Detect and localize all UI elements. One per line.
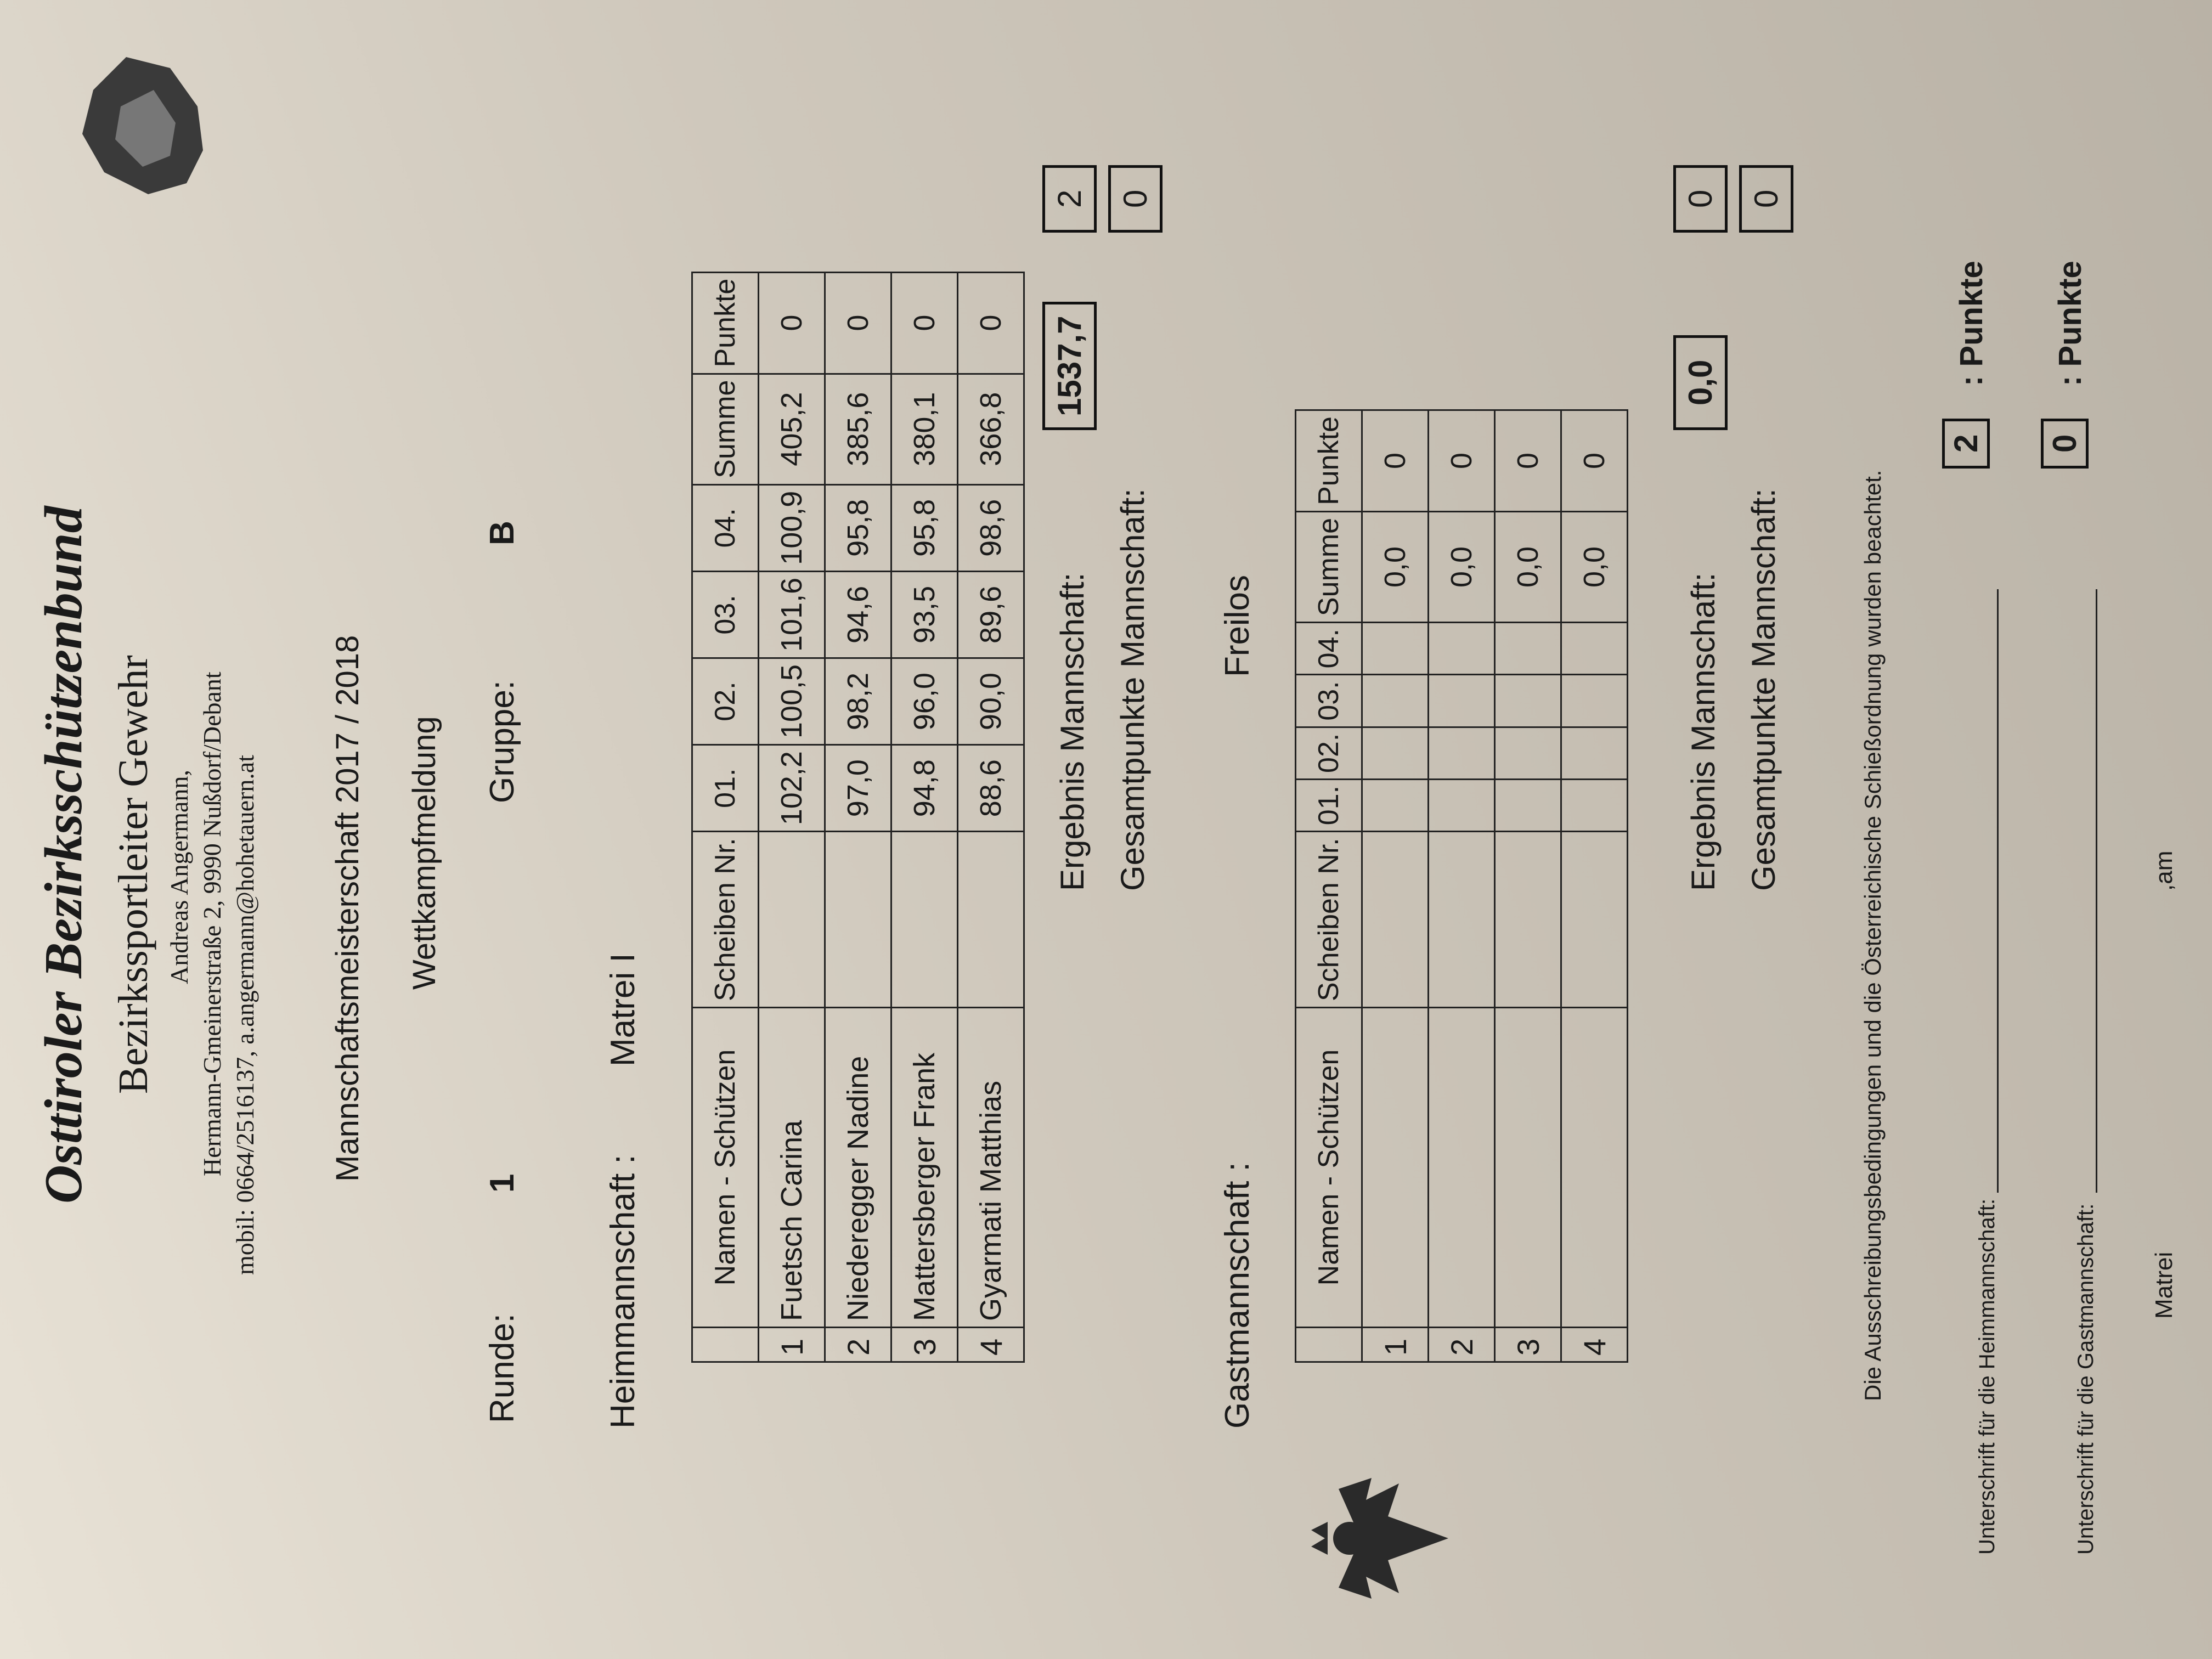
score-1	[1495, 779, 1561, 831]
rules-note: Die Ausschreibungsbedingungen und die Österreichische Schießordnung wurden beachtet.	[1860, 470, 1886, 1401]
round-label: Runde:	[483, 1313, 521, 1423]
table-row	[958, 272, 1024, 1362]
score-3	[1495, 675, 1561, 727]
sign-guest-line[interactable]	[2096, 589, 2097, 1193]
home-result-label: Ergebnis Mannschaft:	[1054, 572, 1091, 891]
date-label: ,am	[2151, 850, 2177, 891]
col-names: Namen - Schützen	[1296, 1008, 1362, 1328]
home-result-points: 2	[1042, 165, 1097, 233]
score-1: 88,6	[958, 745, 1024, 832]
home-total-value: 0	[1108, 165, 1163, 233]
table-row	[1561, 410, 1628, 1362]
row-index: 2	[825, 1328, 891, 1362]
home-header-row	[692, 272, 759, 1362]
score-sum: 380,1	[891, 374, 958, 484]
sign-guest-label: Unterschrift für die Gastmannschaft:	[2074, 1203, 2098, 1555]
disc-number	[1362, 832, 1429, 1008]
guest-total-value: 0	[1739, 165, 1793, 233]
score-points: 0	[1561, 410, 1628, 512]
score-4: 95,8	[891, 484, 958, 571]
score-3: 101,6	[759, 571, 825, 658]
score-1	[1561, 779, 1628, 831]
row-index: 4	[1561, 1328, 1628, 1362]
table-row	[891, 272, 958, 1362]
home-result-value: 1537,7	[1042, 302, 1097, 430]
disc-number	[1561, 832, 1628, 1008]
shooter-name: Mattersberger Frank	[891, 1008, 958, 1328]
table-row	[1429, 410, 1495, 1362]
shooter-name: Fuetsch Carina	[759, 1008, 825, 1328]
guest-score-table	[1295, 409, 1628, 1363]
score-sum: 405,2	[759, 374, 825, 484]
score-points: 0	[891, 272, 958, 374]
guest-result-label: Ergebnis Mannschaft:	[1685, 572, 1722, 891]
sign-home-label: Unterschrift für die Heimmannschaft:	[1975, 1198, 1999, 1555]
score-sum: 0,0	[1495, 511, 1561, 622]
home-team-name: Matrei I	[604, 953, 642, 1066]
score-3	[1362, 675, 1429, 727]
table-row	[1495, 410, 1561, 1362]
table-row	[825, 272, 891, 1362]
score-sum: 0,0	[1561, 511, 1628, 622]
disc-number	[1495, 832, 1561, 1008]
score-2	[1429, 727, 1495, 779]
col-s2: 02.	[1296, 727, 1362, 779]
col-s2: 02.	[692, 658, 759, 744]
guest-team-label: Gastmannschaft :	[1218, 1162, 1256, 1429]
guest-result-points: 0	[1673, 165, 1728, 233]
col-s1: 01.	[692, 745, 759, 832]
score-2: 100,5	[759, 658, 825, 744]
row-index: 1	[1362, 1328, 1429, 1362]
score-4	[1495, 623, 1561, 675]
row-index: 3	[891, 1328, 958, 1362]
shooter-name: Niederegger Nadine	[825, 1008, 891, 1328]
eagle-emblem-icon	[1306, 1456, 1470, 1621]
score-1: 94,8	[891, 745, 958, 832]
col-sum: Summe	[692, 374, 759, 484]
score-4: 98,6	[958, 484, 1024, 571]
score-2: 90,0	[958, 658, 1024, 744]
row-index: 1	[759, 1328, 825, 1362]
col-index	[692, 1328, 759, 1362]
shooter-name	[1362, 1008, 1429, 1328]
score-1: 102,2	[759, 745, 825, 832]
score-4: 100,9	[759, 484, 825, 571]
disc-number	[891, 832, 958, 1008]
score-2: 98,2	[825, 658, 891, 744]
row-index: 4	[958, 1328, 1024, 1362]
shooter-name	[1561, 1008, 1628, 1328]
district-map-icon	[60, 41, 225, 216]
shooter-name: Gyarmati Matthias	[958, 1008, 1024, 1328]
col-s3: 03.	[1296, 675, 1362, 727]
score-1: 97,0	[825, 745, 891, 832]
group-label: Gruppe:	[483, 680, 521, 803]
sign-guest-points-label: : Punkte	[2052, 261, 2088, 386]
score-4	[1561, 623, 1628, 675]
col-disc: Scheiben Nr.	[1296, 832, 1362, 1008]
score-sum: 366,8	[958, 374, 1024, 484]
score-3: 89,6	[958, 571, 1024, 658]
guest-team-name: Freilos	[1218, 574, 1256, 677]
contact-address: Hermann-Gmeinerstraße 2, 9990 Nußdorf/Debant	[198, 672, 226, 1176]
score-4	[1429, 623, 1495, 675]
guest-total-label: Gesamtpunkte Mannschaft:	[1745, 488, 1782, 891]
shooter-name	[1429, 1008, 1495, 1328]
disc-number	[759, 832, 825, 1008]
sign-home-points: 2	[1942, 419, 1990, 469]
score-1	[1429, 779, 1495, 831]
contact-phone-email: mobil: 0664/2516137, a.angermann@hohetauern.at	[231, 754, 259, 1275]
home-score-table	[691, 272, 1025, 1363]
score-points: 0	[958, 272, 1024, 374]
shooter-name	[1495, 1008, 1561, 1328]
championship-title: Mannschaftsmeisterschaft 2017 / 2018	[330, 635, 365, 1182]
score-sum: 385,6	[825, 374, 891, 484]
guest-header-row	[1296, 410, 1362, 1362]
sign-home-points-label: : Punkte	[1954, 261, 1989, 386]
row-index: 3	[1495, 1328, 1561, 1362]
col-s1: 01.	[1296, 779, 1362, 831]
contact-name: Andreas Angermann,	[165, 770, 193, 984]
table-row	[1362, 410, 1429, 1362]
home-team-label: Heimmannschaft :	[604, 1154, 642, 1429]
score-sum: 0,0	[1362, 511, 1429, 622]
col-s3: 03.	[692, 571, 759, 658]
score-points: 0	[825, 272, 891, 374]
score-points: 0	[1495, 410, 1561, 512]
score-points: 0	[759, 272, 825, 374]
disc-number	[825, 832, 891, 1008]
score-3	[1561, 675, 1628, 727]
col-s4: 04.	[692, 484, 759, 571]
score-4: 95,8	[825, 484, 891, 571]
disc-number	[958, 832, 1024, 1008]
sign-guest-points: 0	[2041, 419, 2089, 469]
score-points: 0	[1362, 410, 1429, 512]
home-total-label: Gesamtpunkte Mannschaft:	[1114, 488, 1151, 891]
place: Matrei	[2151, 1251, 2177, 1319]
sign-home-line[interactable]	[1997, 589, 1999, 1193]
score-3: 93,5	[891, 571, 958, 658]
score-points: 0	[1429, 410, 1495, 512]
score-sum: 0,0	[1429, 511, 1495, 622]
disc-number	[1429, 832, 1495, 1008]
score-3: 94,6	[825, 571, 891, 658]
org-subtitle: Bezirkssportleiter Gewehr	[110, 655, 156, 1094]
col-points: Punkte	[1296, 410, 1362, 512]
row-index: 2	[1429, 1328, 1495, 1362]
col-disc: Scheiben Nr.	[692, 832, 759, 1008]
score-2	[1495, 727, 1561, 779]
col-s4: 04.	[1296, 623, 1362, 675]
score-2	[1362, 727, 1429, 779]
score-3	[1429, 675, 1495, 727]
org-title: Osttiroler Bezirksschützenbund	[34, 506, 93, 1204]
group-value: B	[483, 521, 521, 545]
report-title: Wettkampfmeldung	[407, 716, 442, 990]
score-2	[1561, 727, 1628, 779]
col-index	[1296, 1328, 1362, 1362]
guest-result-value: 0,0	[1673, 335, 1728, 430]
score-1	[1362, 779, 1429, 831]
round-value: 1	[483, 1173, 521, 1193]
col-points: Punkte	[692, 272, 759, 374]
col-names: Namen - Schützen	[692, 1008, 759, 1328]
table-row	[759, 272, 825, 1362]
score-2: 96,0	[891, 658, 958, 744]
score-4	[1362, 623, 1429, 675]
col-sum: Summe	[1296, 511, 1362, 622]
